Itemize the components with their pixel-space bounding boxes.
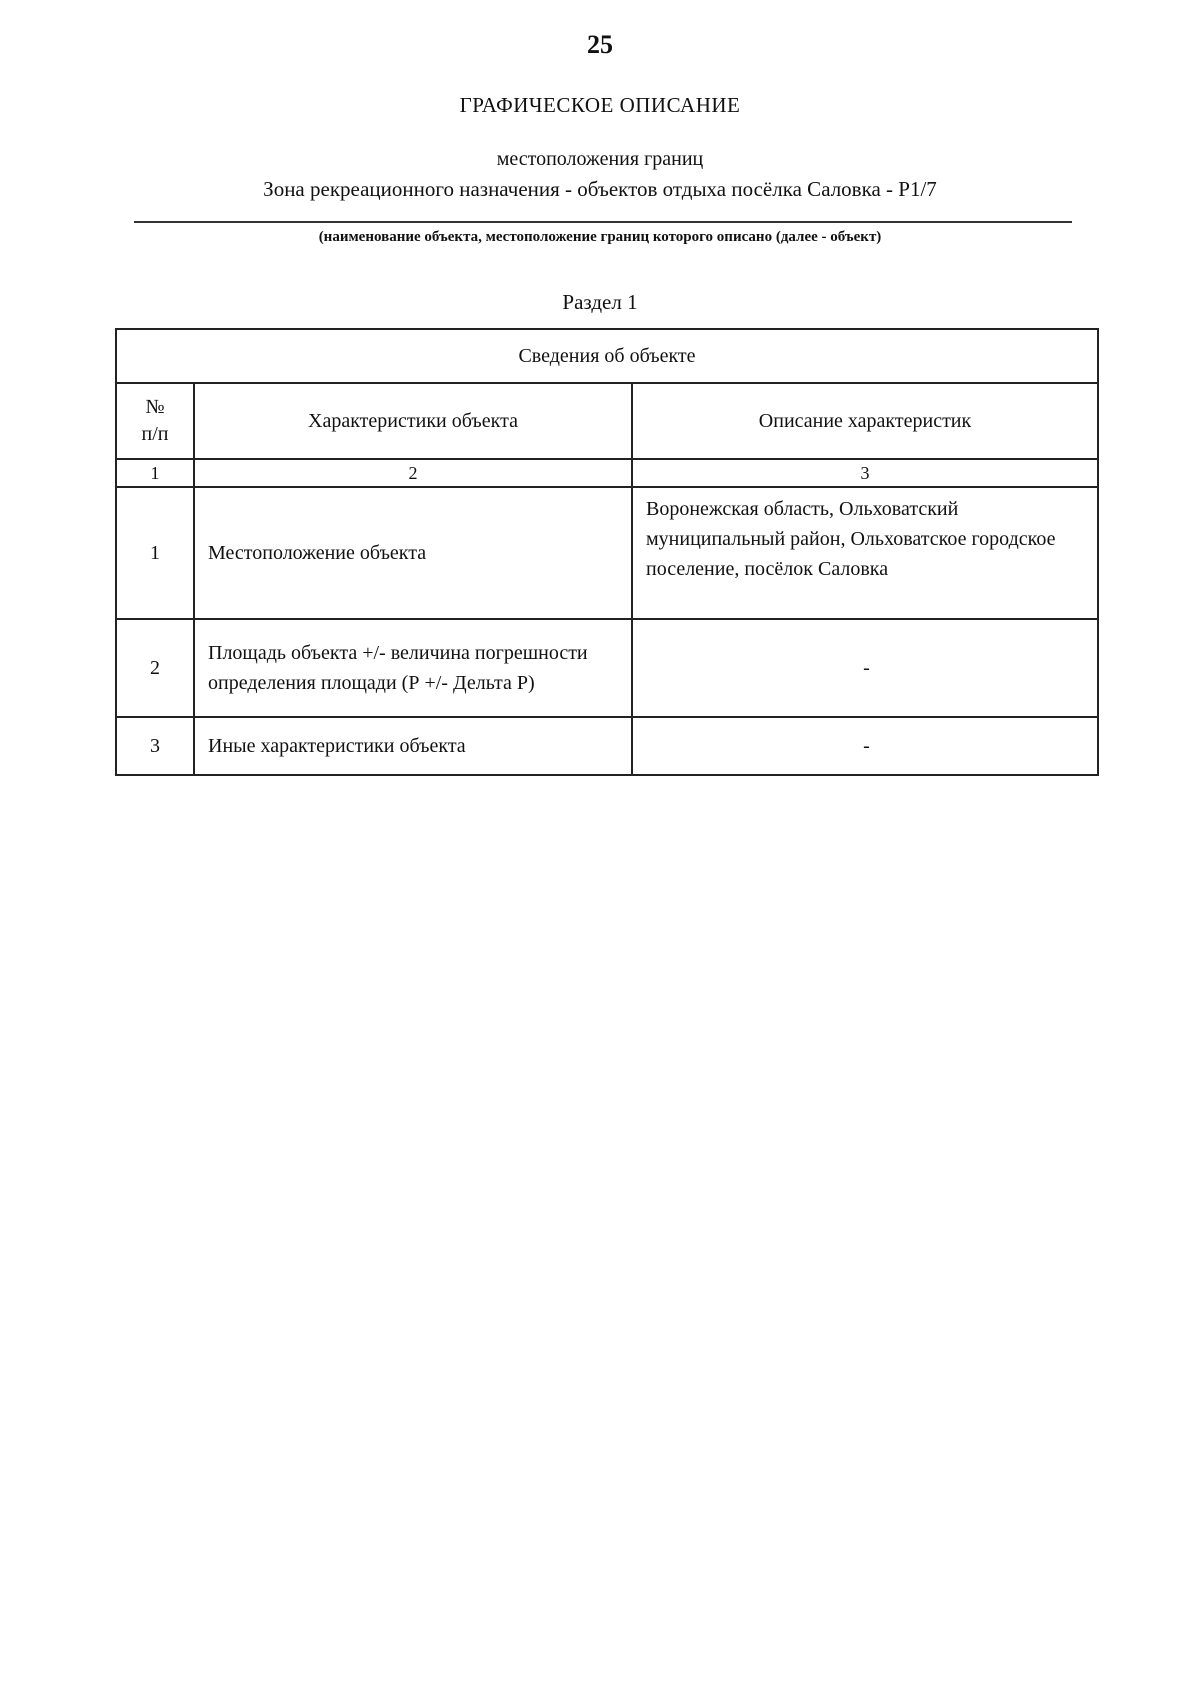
row-description: Воронежская область, Ольховатский муниципальный район, Ольховатское городское поселение, посёлок Саловка (632, 487, 1098, 619)
row-characteristic: Площадь объекта +/- величина погрешности определения площади (Р +/- Дельта Р) (194, 619, 632, 717)
column-header-description: Описание характеристик (632, 383, 1098, 459)
column-number-2: 2 (194, 459, 632, 487)
object-name-caption: (наименование объекта, местоположение границ которого описано (далее - объект) (318, 229, 882, 245)
row-description: - (632, 717, 1098, 775)
column-number-row (116, 459, 1098, 487)
table-row (116, 717, 1098, 775)
table-row (116, 487, 1098, 619)
row-number: 2 (116, 619, 194, 717)
table-heading-row (116, 329, 1098, 383)
object-name-underline (134, 221, 1072, 223)
row-description: - (632, 619, 1098, 717)
row-characteristic: Иные характеристики объекта (194, 717, 632, 775)
column-header-num (116, 383, 194, 459)
column-number-3: 3 (632, 459, 1098, 487)
column-header-num-label: № п/п (141, 396, 169, 445)
object-info-table (115, 328, 1099, 776)
page-number: 25 (587, 30, 613, 59)
object-name: Зона рекреационного назначения - объектов отдыха посёлка Саловка - Р1/7 (263, 177, 937, 201)
document-subtitle: местоположения границ (496, 148, 704, 170)
row-characteristic: Местоположение объекта (194, 487, 632, 619)
column-header-row (116, 383, 1098, 459)
table-heading: Сведения об объекте (116, 329, 1098, 383)
row-number: 3 (116, 717, 194, 775)
row-number: 1 (116, 487, 194, 619)
column-header-characteristics: Характеристики объекта (194, 383, 632, 459)
table-row (116, 619, 1098, 717)
column-number-1: 1 (116, 459, 194, 487)
section-title: Раздел 1 (562, 290, 638, 314)
document-title: ГРАФИЧЕСКОЕ ОПИСАНИЕ (459, 93, 741, 117)
